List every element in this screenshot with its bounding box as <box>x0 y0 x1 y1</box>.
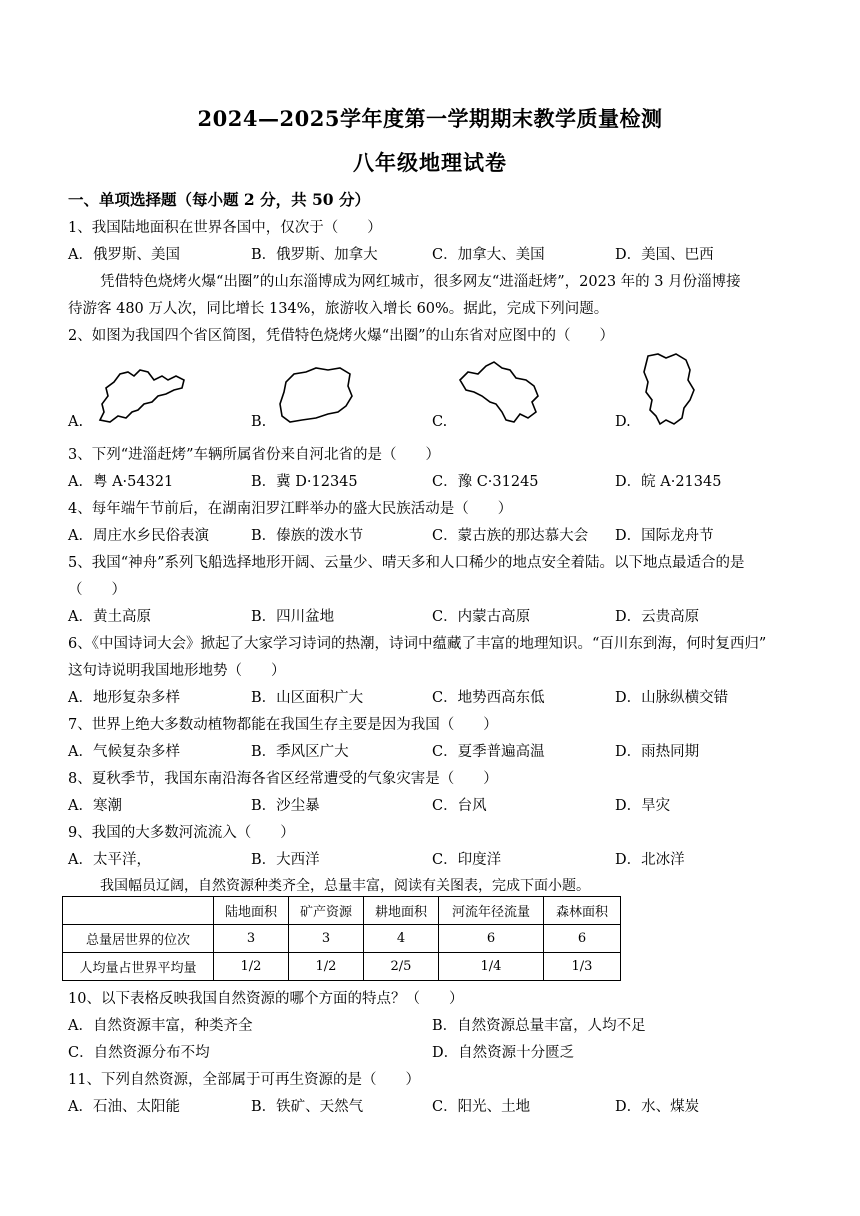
passage-1-line-1: 凭借特色烧烤火爆“出圈”的山东淄博成为网红城市，很多网友“进淄赶烤”，2023 年的 3 月份淄博接 <box>100 274 741 290</box>
option-c: C．自然资源分布不均 <box>68 1045 210 1061</box>
passage-2-line-1: 我国幅员辽阔，自然资源种类齐全，总量丰富，阅读有关图表，完成下面小题。 <box>100 878 590 894</box>
option-b: B．自然资源总量丰富，人均不足 <box>432 1018 646 1034</box>
table-row-label: 总量居世界的位次 <box>63 925 214 953</box>
question-6-stem-cont: 这句诗说明我国地形地势（ ） <box>68 663 286 679</box>
option-a: A．俄罗斯、美国 <box>68 247 180 263</box>
question-2-stem: 2、如图为我国四个省区简图，凭借特色烧烤火爆“出圈”的山东省对应图中的（ ） <box>68 328 615 344</box>
map-a-label: A. <box>68 414 84 430</box>
question-6-stem: 6、《中国诗词大会》掀起了大家学习诗词的热潮，诗词中蕴藏了丰富的地理知识。“百川东到海，何时复西归” <box>68 636 767 652</box>
option-b: B．铁矿、天然气 <box>251 1099 364 1115</box>
question-3-stem: 3、下列“进淄赶烤”车辆所属省份来自河北省的是（ ） <box>68 447 441 463</box>
option-d: D．北冰洋 <box>615 852 685 868</box>
option-b: B．沙尘暴 <box>251 798 320 814</box>
question-1-stem: 1、我国陆地面积在世界各国中，仅次于（ ） <box>68 220 382 236</box>
table-cell: 1/3 <box>544 953 621 981</box>
option-a: A．气候复杂多样 <box>68 744 180 760</box>
table-header-row <box>63 897 621 925</box>
map-b-label: B. <box>251 414 267 430</box>
question-10-stem: 10、以下表格反映我国自然资源的哪个方面的特点？（ ） <box>68 991 464 1007</box>
table-header-cell: 陆地面积 <box>214 897 289 925</box>
option-b: B．俄罗斯、加拿大 <box>251 247 378 263</box>
option-a: A．寒潮 <box>68 798 122 814</box>
resource-table <box>62 896 621 981</box>
table-cell: 6 <box>439 925 544 953</box>
province-map-d <box>638 350 698 428</box>
table-header-cell: 耕地面积 <box>364 897 439 925</box>
table-cell: 3 <box>214 925 289 953</box>
table-cell: 1/2 <box>214 953 289 981</box>
option-b: B．季风区广大 <box>251 744 349 760</box>
table-cell: 1/4 <box>439 953 544 981</box>
option-a: A．石油、太阳能 <box>68 1099 180 1115</box>
map-d-label: D. <box>615 414 631 430</box>
section-heading: 一、单项选择题（每小题 2 分，共 50 分） <box>68 190 370 209</box>
option-a: A．自然资源丰富，种类齐全 <box>68 1018 253 1034</box>
province-map-a-shandong <box>96 360 190 426</box>
question-11-stem: 11、下列自然资源，全部属于可再生资源的是（ ） <box>68 1072 420 1088</box>
question-7-stem: 7、世界上绝大多数动植物都能在我国生存主要是因为我国（ ） <box>68 717 498 733</box>
table-header-cell <box>63 897 214 925</box>
table-cell: 4 <box>364 925 439 953</box>
option-d: D．自然资源十分匮乏 <box>432 1045 575 1061</box>
option-d: D．美国、巴西 <box>615 247 714 263</box>
option-c: C．蒙古族的那达慕大会 <box>432 528 589 544</box>
option-c: C．阳光、土地 <box>432 1099 531 1115</box>
option-d: D．山脉纵横交错 <box>615 690 729 706</box>
option-c: C．夏季普遍高温 <box>432 744 545 760</box>
table-row <box>63 953 621 981</box>
table-header-cell: 矿产资源 <box>289 897 364 925</box>
option-d: D．雨热同期 <box>615 744 700 760</box>
table-cell: 6 <box>544 925 621 953</box>
table-header-cell: 森林面积 <box>544 897 621 925</box>
option-c: C．印度洋 <box>432 852 502 868</box>
table-cell: 1/2 <box>289 953 364 981</box>
option-c: C．地势西高东低 <box>432 690 545 706</box>
option-a: A．太平洋， <box>68 852 151 868</box>
option-b: B．四川盆地 <box>251 609 335 625</box>
table-cell: 2/5 <box>364 953 439 981</box>
option-c: C．豫 C·31245 <box>432 474 539 490</box>
question-5-stem: 5、我国“神舟”系列飞船选择地形开阔、云量少、晴天多和人口稀少的地点安全着陆。以下地点最适合的是 <box>68 555 745 571</box>
province-map-c <box>456 356 544 428</box>
passage-1-line-2: 待游客 480 万人次，同比增长 134%，旅游收入增长 60%。据此，完成下列问题。 <box>68 301 609 317</box>
option-b: B．冀 D·12345 <box>251 474 358 490</box>
question-4-stem: 4、每年端午节前后，在湖南汨罗江畔举办的盛大民族活动是（ ） <box>68 501 513 517</box>
option-a: A．地形复杂多样 <box>68 690 180 706</box>
province-map-b <box>276 364 358 426</box>
option-b: B．傣族的泼水节 <box>251 528 364 544</box>
exam-title: 2024—2025学年度第一学期期末教学质量检测 <box>197 106 663 131</box>
option-c: C．内蒙古高原 <box>432 609 531 625</box>
map-c-label: C. <box>432 414 448 430</box>
table-row-label: 人均量占世界平均量 <box>63 953 214 981</box>
question-5-stem-cont: （ ） <box>68 582 126 598</box>
option-d: D．旱灾 <box>615 798 671 814</box>
option-c: C．台风 <box>432 798 487 814</box>
table-cell: 3 <box>289 925 364 953</box>
option-b: B．大西洋 <box>251 852 320 868</box>
exam-subtitle: 八年级地理试卷 <box>353 150 507 175</box>
option-a: A．黄土高原 <box>68 609 151 625</box>
question-9-stem: 9、我国的大多数河流流入（ ） <box>68 825 295 841</box>
option-d: D．皖 A·21345 <box>615 474 722 490</box>
table-header-cell: 河流年径流量 <box>439 897 544 925</box>
option-d: D．水、煤炭 <box>615 1099 700 1115</box>
option-a: A．粤 A·54321 <box>68 474 174 490</box>
option-c: C．加拿大、美国 <box>432 247 545 263</box>
table-row <box>63 925 621 953</box>
option-b: B．山区面积广大 <box>251 690 364 706</box>
option-a: A．周庄水乡民俗表演 <box>68 528 209 544</box>
option-d: D．国际龙舟节 <box>615 528 714 544</box>
option-d: D．云贵高原 <box>615 609 700 625</box>
question-8-stem: 8、夏秋季节，我国东南沿海各省区经常遭受的气象灾害是（ ） <box>68 771 498 787</box>
